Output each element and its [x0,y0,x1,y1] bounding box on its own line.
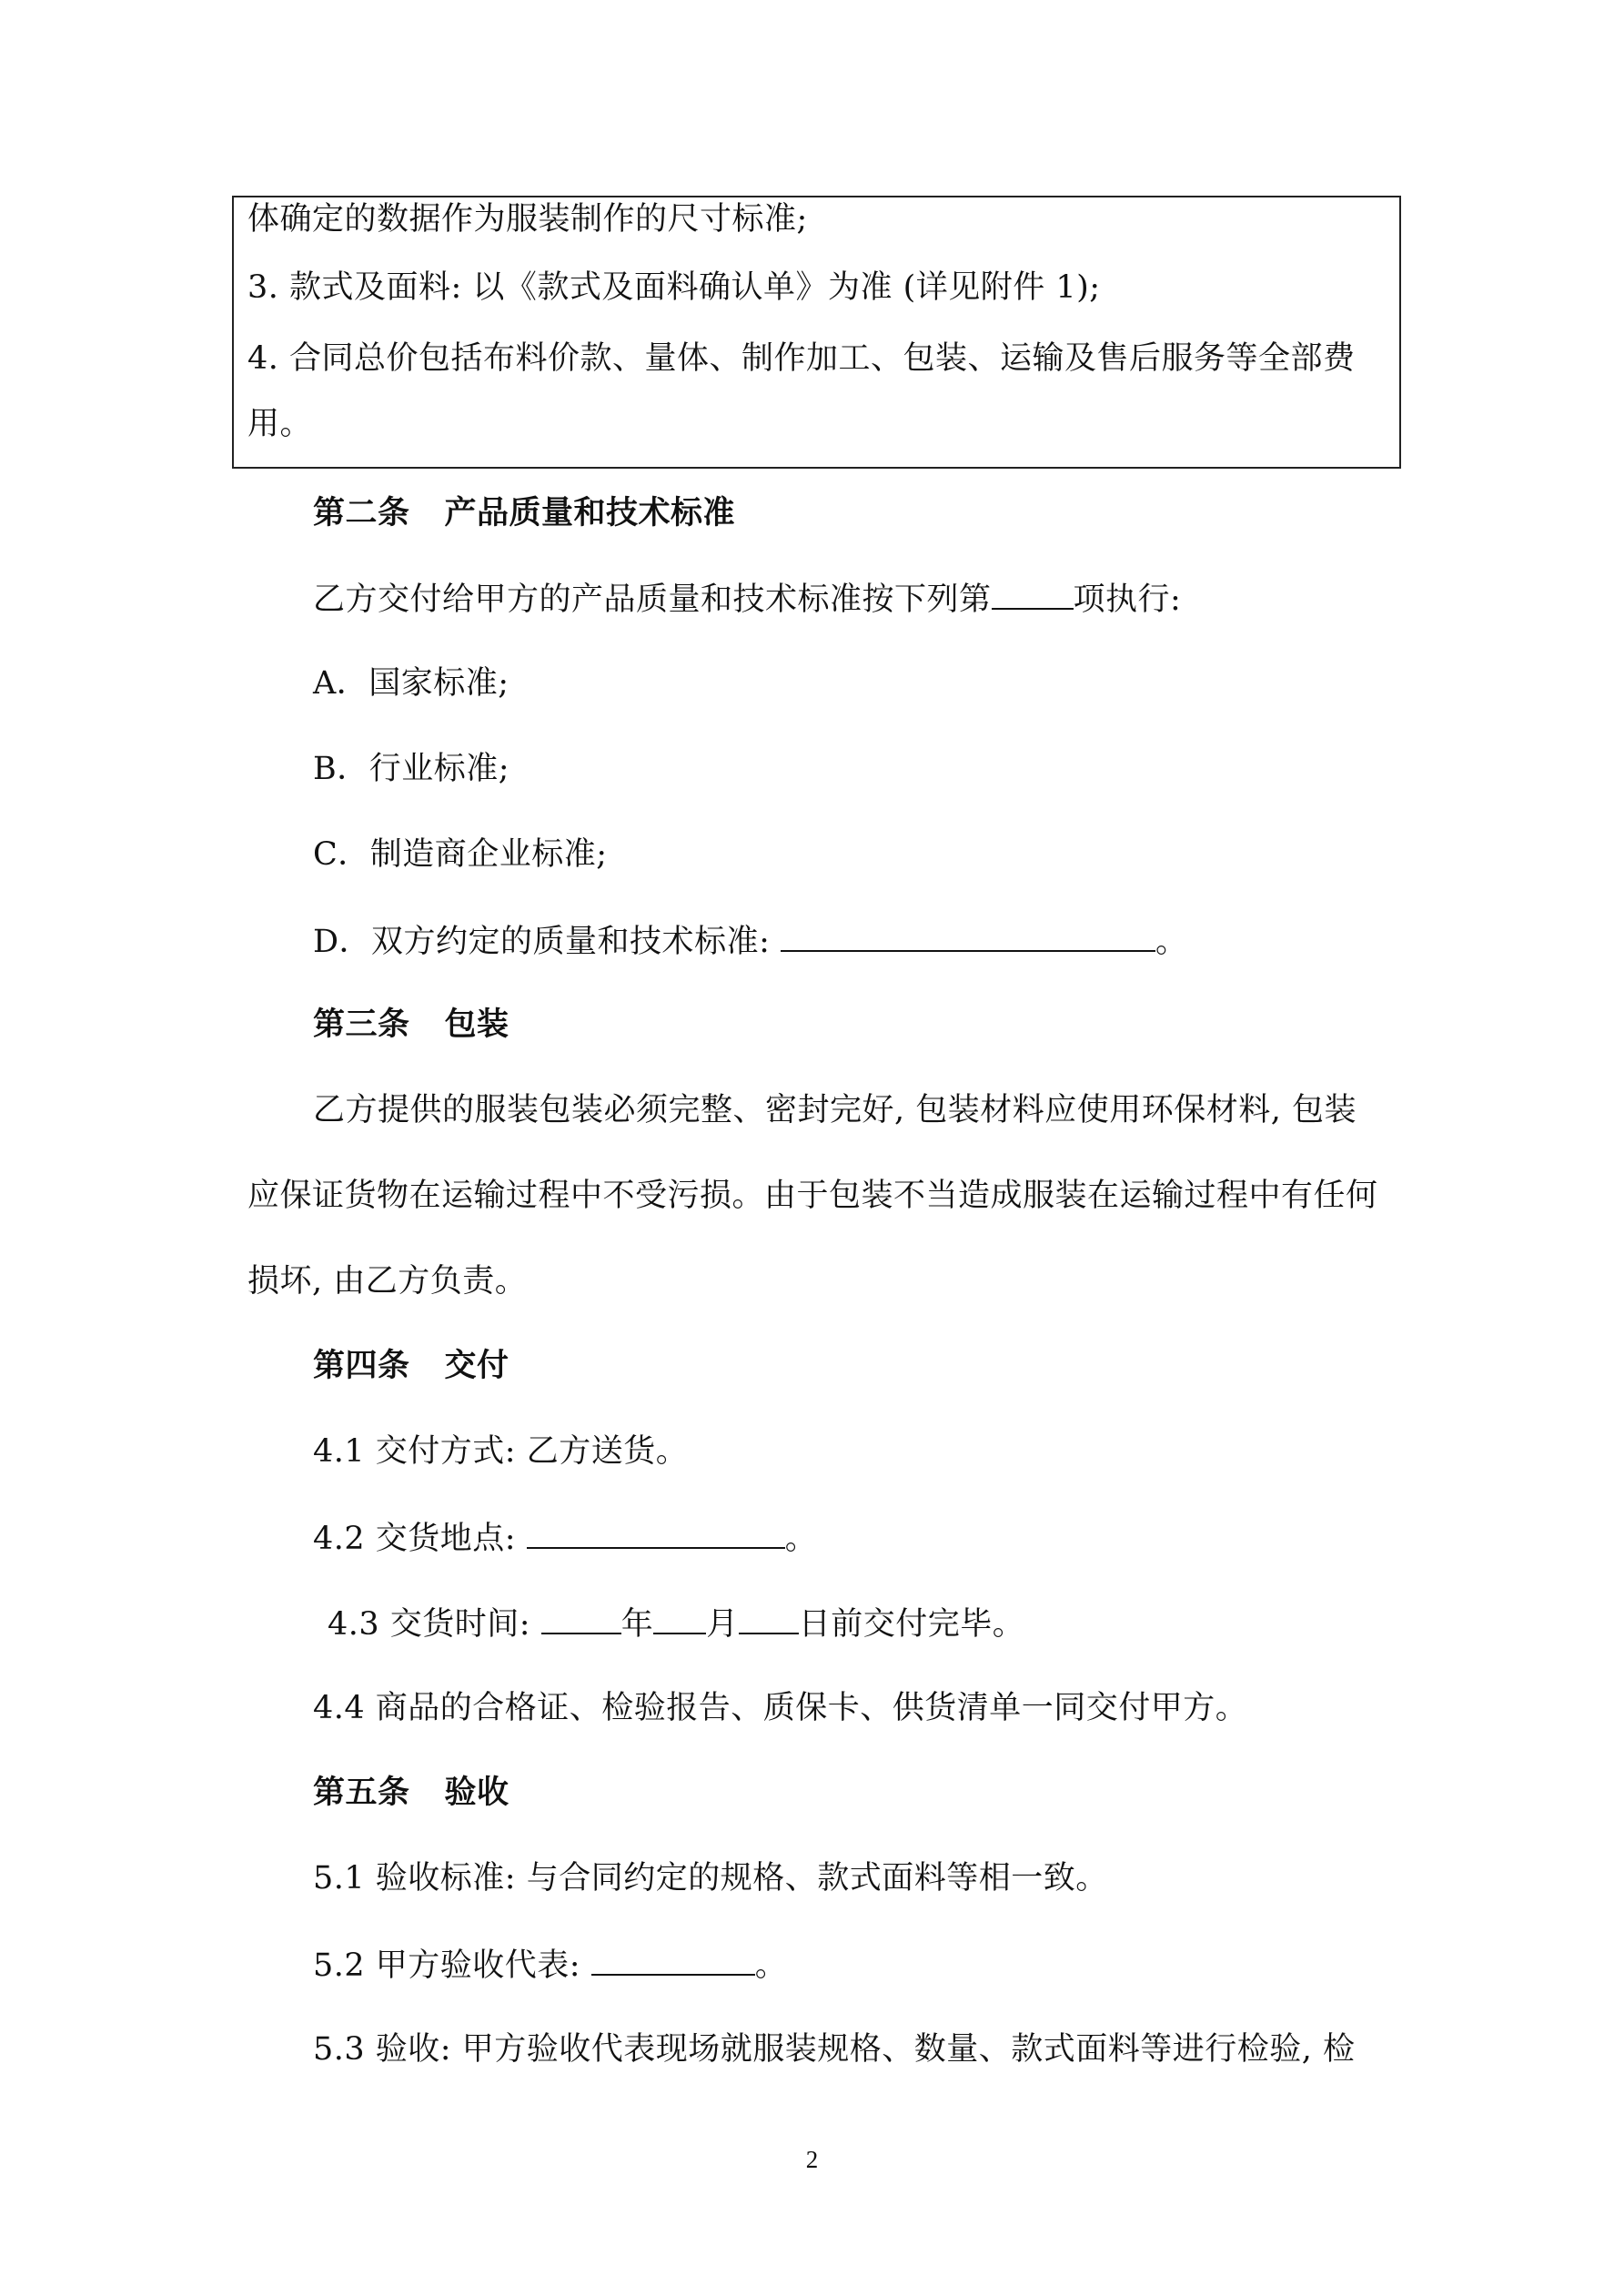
article-2-heading [313,494,735,532]
article-3-para-line-1: 乙方提供的服装包装必须完整、密封完好, 包装材料应使用环保材料, 包装 [313,1092,1357,1128]
clause-5-3: 5.3 验收: 甲方验收代表现场就服装规格、数量、款式面料等进行检验, 检 [313,2031,1356,2068]
article-4-heading [313,1347,509,1385]
clause-5-2-end: 。 [754,1947,788,1984]
clause-4-3 [328,1603,1024,1644]
box-item-3: 3. 款式及面料: 以《款式及面料确认单》为准 (详见附件 1); [247,269,1101,306]
clause-5-2-text: 5.2 甲方验收代表: [313,1947,581,1984]
clause-4-2-end: 。 [784,1521,818,1557]
delivery-year-blank[interactable] [541,1603,621,1634]
box-line-1: 体确定的数据作为服装制作的尺寸标准; [247,201,808,238]
agreed-standard-blank[interactable] [781,921,1155,952]
delivery-day-blank[interactable] [739,1603,799,1634]
article-3-number: 第三条 [313,1006,410,1043]
option-a: A．国家标准; [313,665,509,702]
option-d-text: D．双方约定的质量和技术标准: [313,924,771,960]
clause-5-2 [313,1945,787,1985]
option-b: B．行业标准; [313,751,510,787]
clause-4-2-text: 4.2 交货地点: [313,1521,517,1557]
year-label: 年 [620,1606,654,1643]
article-3-para-line-3: 损坏, 由乙方负责。 [247,1263,528,1300]
month-label: 月 [706,1606,739,1643]
box-item-4-line-1: 4. 合同总价包括布料价款、量体、制作加工、包装、运输及售后服务等全部费 [247,340,1356,377]
option-c: C．制造商企业标准; [313,836,608,873]
day-label: 日前交付完毕。 [798,1606,1025,1643]
article-5-title: 验收 [444,1774,509,1811]
clause-4-1: 4.1 交付方式: 乙方送货。 [313,1433,689,1470]
box-item-4-line-2: 用。 [247,406,313,442]
item-number-blank[interactable] [992,579,1074,610]
article-5-number: 第五条 [313,1774,410,1811]
article-3-para-line-2: 应保证货物在运输过程中不受污损。由于包装不当造成服装在运输过程中有任何 [247,1178,1378,1214]
page-number: 2 [805,2146,819,2173]
clause-4-2 [313,1518,817,1558]
article-3-heading [313,1006,509,1044]
option-d-end: 。 [1155,924,1188,960]
article-2-intro [313,579,1181,619]
article-2-intro-text: 乙方交付给甲方的产品质量和技术标准按下列第 [313,582,992,618]
clause-4-3-text: 4.3 交货时间: [328,1606,531,1643]
article-4-title: 交付 [444,1347,509,1384]
delivery-month-blank[interactable] [653,1603,706,1634]
delivery-location-blank[interactable] [527,1518,785,1549]
article-2-title: 产品质量和技术标准 [444,494,736,531]
article-4-number: 第四条 [313,1347,410,1384]
article-2-number: 第二条 [313,494,410,531]
clause-4-4: 4.4 商品的合格证、检验报告、质保卡、供货清单一同交付甲方。 [313,1690,1248,1726]
acceptance-representative-blank[interactable] [591,1945,755,1976]
article-2-intro-end: 项执行: [1073,582,1182,618]
clause-5-1: 5.1 验收标准: 与合同约定的规格、款式面料等相一致。 [313,1860,1108,1896]
article-5-heading [313,1774,509,1812]
option-d [313,921,1188,961]
article-3-title: 包装 [444,1006,509,1043]
